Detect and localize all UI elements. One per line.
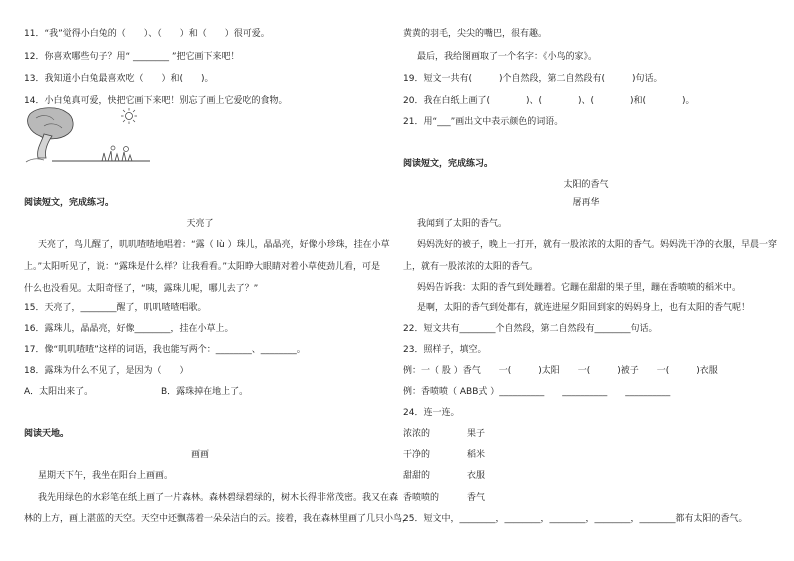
question-23-example-1: 例：一（ 股 ）香气 一( )太阳 一( )被子 一( )衣服: [403, 366, 718, 376]
question-14: 14．小白兔真可爱，快把它画下来吧！别忘了画上它爱吃的食物。: [24, 96, 288, 106]
story2-paragraph-1: 星期天下午，我坐在阳台上画画。: [38, 471, 174, 481]
story1-paragraph-line-2: 上。”太阳听见了，说：“露珠是什么样？让我看看。”太阳睁大眼睛对着小草使劲儿看，可是: [24, 262, 380, 272]
section-heading-1: 阅读短文，完成练习。: [24, 198, 115, 208]
story-title-1: 天亮了: [186, 219, 214, 229]
story3-paragraph-1: 我闻到了太阳的香气。: [417, 219, 508, 229]
question-12: 12．你喜欢哪些句子？用“ ________ ”把它画下来吧！: [24, 52, 240, 62]
story-author: 屠再华: [572, 198, 600, 208]
story3-paragraph-2-line-1: 妈妈洗好的被子，晚上一打开，就有一股浓浓的太阳的香气。妈妈洗干净的衣服，早晨一穿: [417, 240, 778, 250]
story3-paragraph-3: 妈妈告诉我：太阳的香气到处蹦着。它蹦在甜甜的果子里，蹦在香喷喷的稻米中。: [417, 283, 742, 293]
question-24: 24．连一连。: [403, 408, 460, 418]
match-right-item: 果子: [467, 429, 486, 439]
question-23-example-2: 例：香喷喷（ ABB式 ）__________ __________ __________: [403, 387, 671, 397]
question-13: 13．我知道小白兔最喜欢吃（ ）和( )。: [24, 74, 214, 84]
question-11: 11．“我”觉得小白兔的（ ）、（ ）和（ ）很可爱。: [24, 29, 270, 39]
story3-paragraph-2-line-2: 上，就有一股浓浓的太阳的香气。: [403, 262, 539, 272]
match-left-item: 干净的: [403, 450, 431, 460]
question-23: 23．照样子，填空。: [403, 345, 487, 355]
drawing-picture: [22, 106, 152, 168]
story-title-3: 太阳的香气: [563, 180, 609, 190]
question-20: 20．我在白纸上画了( )、( )、( )和( )。: [403, 96, 695, 106]
question-19: 19．短文一共有( )个自然段，第二自然段有( )句话。: [403, 74, 663, 84]
match-left-item: 香喷喷的: [403, 493, 440, 503]
story-title-2: 画画: [190, 450, 209, 460]
question-18-option-b: B．露珠掉在地上了。: [161, 387, 249, 397]
match-left-item: 浓浓的: [403, 429, 431, 439]
question-18: 18．露珠为什么不见了，是因为（ ）: [24, 366, 189, 376]
story2-continued-line-1: 黄黄的羽毛，尖尖的嘴巴，很有趣。: [403, 29, 548, 39]
question-17: 17．像“叽叽喳喳”这样的词语，我也能写两个：________、________。: [24, 345, 306, 355]
match-right-item: 衣服: [467, 471, 486, 481]
match-left-item: 甜甜的: [403, 471, 431, 481]
sun-illustration: [121, 108, 137, 124]
question-22: 22．短文共有________个自然段，第二自然段有________句话。: [403, 324, 658, 334]
grass-illustration: [52, 146, 150, 161]
section-heading-2: 阅读天地。: [24, 429, 70, 439]
question-18-option-a: A．太阳出来了。: [24, 387, 94, 397]
story2-paragraph-2-line-2: 林的上方，画上湛蓝的天空。天空中还飘荡着一朵朵洁白的云。接着，我在森林里画了几只小鸟，: [24, 514, 412, 524]
story2-paragraph-2-line-1: 我先用绿色的水彩笔在纸上画了一片森林。森林碧绿碧绿的，树木长得非常茂密。我又在森: [38, 493, 399, 503]
story1-paragraph-line-1: 天亮了，鸟儿醒了，叽叽喳喳地唱着：“露（ lù ）珠儿，晶晶亮，好像小珍珠，挂在小草: [38, 240, 390, 250]
question-16: 16．露珠儿，晶晶亮，好像________，挂在小草上。: [24, 324, 234, 334]
question-25: 25．短文中，________，________，________，________，________都有太阳的香气。: [403, 514, 748, 524]
match-right-item: 香气: [467, 493, 486, 503]
tree-illustration: [26, 108, 73, 162]
story2-continued-line-2: 最后，我给图画取了一个名字：《小鸟的家》。: [417, 52, 598, 62]
match-right-item: 稻米: [467, 450, 486, 460]
section-heading-3: 阅读短文，完成练习。: [403, 159, 494, 169]
question-15: 15．天亮了，________醒了，叽叽喳喳唱歌。: [24, 303, 207, 313]
story3-paragraph-4: 是啊，太阳的香气到处都有，就连进屋夕阳回到家的妈妈身上，也有太阳的香气呢！: [417, 303, 751, 313]
question-21: 21．用“___”画出文中表示颜色的词语。: [403, 117, 564, 127]
story1-paragraph-line-3: 什么也没看见。太阳奇怪了，“咦，露珠儿呢，哪儿去了？”: [24, 284, 259, 294]
